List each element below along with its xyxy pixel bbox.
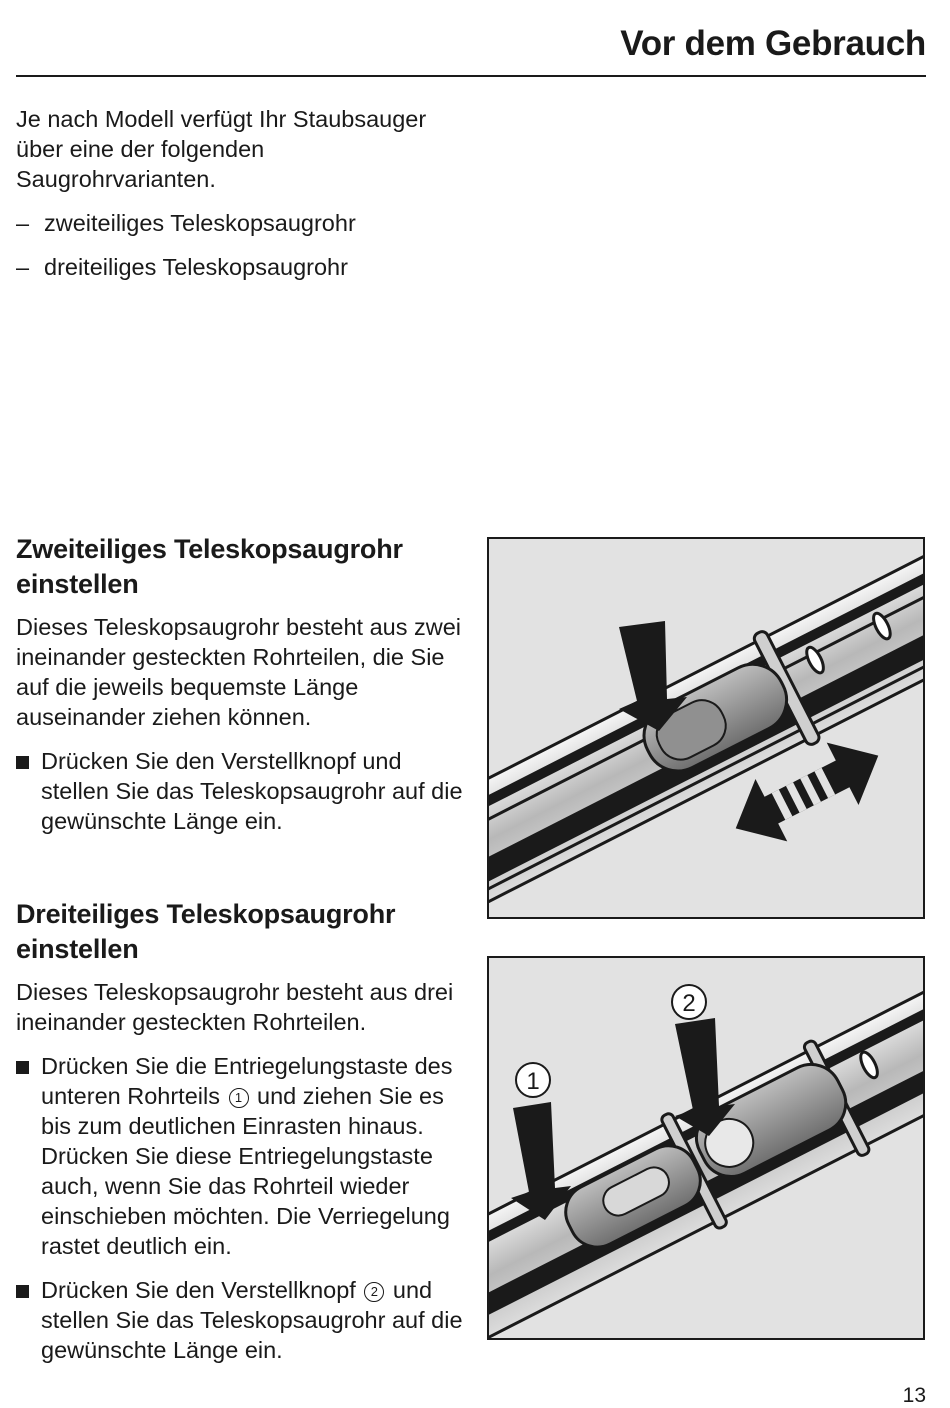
step-list (16, 1051, 464, 1365)
figure-three-part-tube (487, 956, 925, 1340)
step-text: Drücken Sie den Verstellknopf (41, 1277, 356, 1303)
step-text: und ziehen Sie es bis zum deutlichen Einrasten hinaus. Drücken Sie diese Entriegelungstaste auch, wenn Sie das Rohrteil wieder einschieben möchten. Die Verriegelung rastet deutlich ein. (41, 1083, 450, 1259)
intro-text: Je nach Modell verfügt Ihr Staubsauger über eine der folgenden Saugrohrvarianten. (16, 106, 427, 192)
tube-shape (489, 958, 923, 1338)
step-list (16, 746, 464, 836)
tube-shape (489, 539, 923, 917)
page-title: Vor dem Gebrauch (620, 24, 926, 63)
two-part-tube-illustration (489, 539, 923, 917)
step-item (16, 746, 464, 836)
figure-two-part-tube (487, 537, 925, 919)
circled-number-badge: 1 (229, 1088, 249, 1108)
section-two-part (16, 532, 464, 850)
callout-label-2: 2 (682, 990, 696, 1017)
section-text: Dieses Teleskopsaugrohr besteht aus zwei ineinander gesteckten Rohrteilen, die Sie auf die jeweils bequemste Länge auseinander ziehen können. (16, 614, 462, 730)
header-rule (16, 75, 926, 77)
bullet-square-icon (16, 1061, 29, 1074)
section-heading: Dreiteiliges Teleskopsaugrohr einstellen (16, 899, 396, 964)
section-text: Dieses Teleskopsaugrohr besteht aus drei ineinander gesteckten Rohrteilen. (16, 979, 454, 1035)
callout-label-1: 1 (526, 1068, 540, 1095)
step-item (16, 1275, 464, 1365)
step-item (16, 1051, 464, 1261)
variant-item: – dreiteiliges Teleskopsaugrohr (16, 252, 464, 282)
intro-section (16, 104, 464, 282)
three-part-tube-illustration (489, 958, 923, 1338)
circled-number-badge: 2 (364, 1282, 384, 1302)
variant-list (16, 208, 464, 282)
bullet-square-icon (16, 1285, 29, 1298)
section-three-part (16, 897, 464, 1379)
step-text: Drücken Sie die Entriegelungstaste des unteren Rohrteils (41, 1053, 453, 1109)
step-text: Drücken Sie den Verstellknopf und stellen Sie das Teleskopsaugrohr auf die gewünschte Länge ein. (41, 748, 463, 834)
page-number: 13 (902, 1384, 926, 1407)
step-text: und stellen Sie das Teleskopsaugrohr auf die gewünschte Länge ein. (41, 1277, 463, 1363)
variant-item: – zweiteiliges Teleskopsaugrohr (16, 208, 464, 238)
bullet-square-icon (16, 756, 29, 769)
section-heading: Zweiteiliges Teleskopsaugrohr einstellen (16, 534, 403, 599)
